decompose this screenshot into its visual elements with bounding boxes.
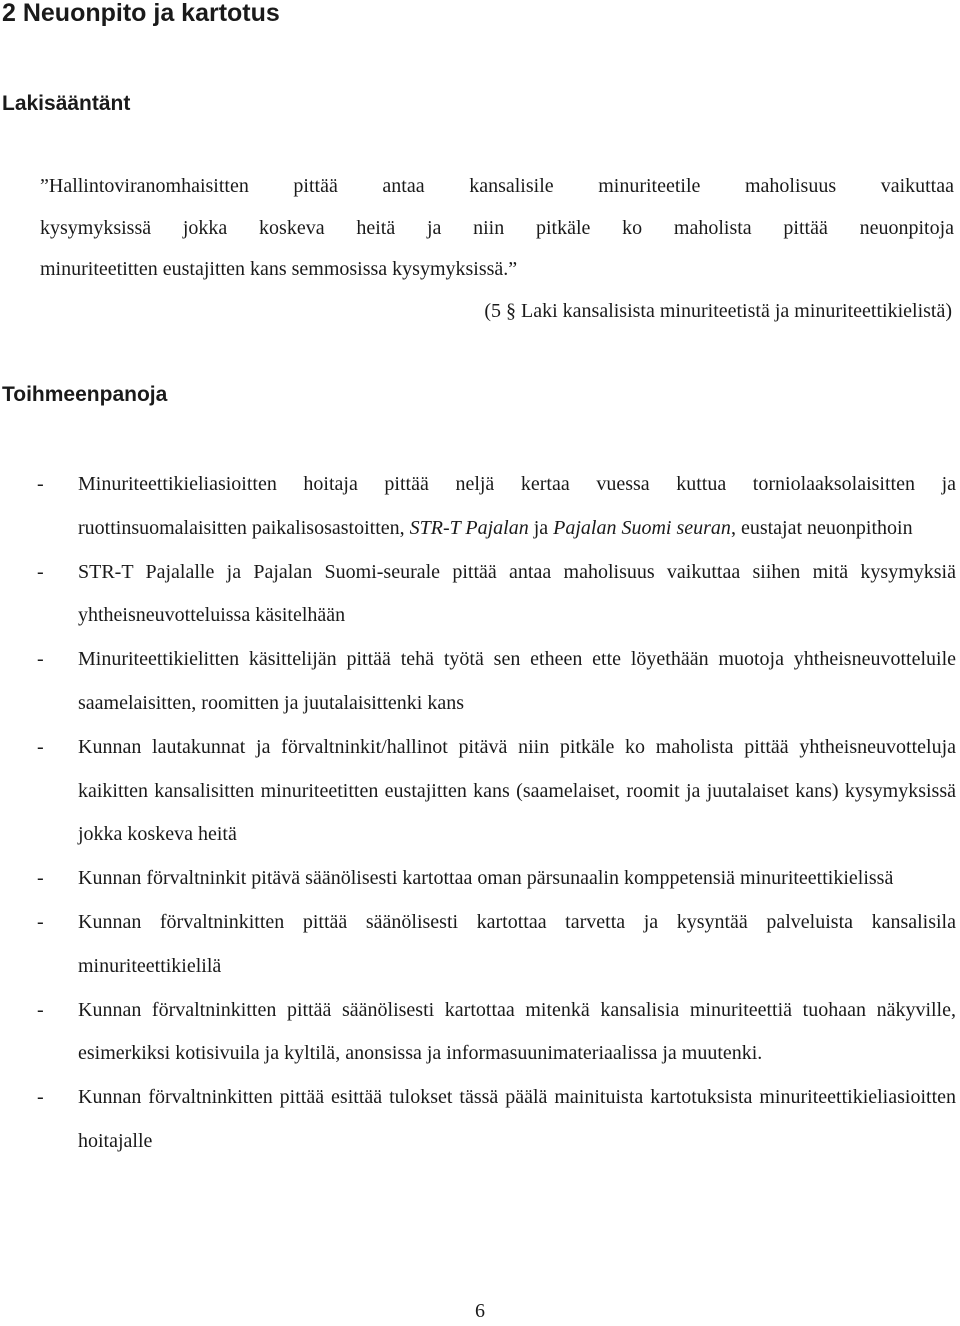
law-quote (40, 166, 954, 291)
list-item-text: Minuriteettikielitten käsittelijän pittää tehä työtä sen etheen ette löyethään muotoja yhtheisneuvotteluile saamelaisitten, roomitten ja juutalaisittenki kans (78, 648, 956, 714)
list-item (0, 989, 956, 1077)
bullet-list (0, 463, 956, 1164)
list-item-text: STR-T Pajalalle ja Pajalan Suomi-seurale pittää antaa maholisuus vaikuttaa siihen mitä kysymyksiä yhtheisneuvotteluissa käsitelhään (78, 560, 956, 627)
quote-line: ”Hallintoviranomhaisitten pittää antaa kansalisile minuriteetile maholisuus vaikuttaa (40, 175, 954, 197)
subheading-lakisaantanto: Lakisääntänt (2, 92, 131, 115)
list-item (0, 551, 956, 639)
bullet-dash: - (37, 867, 44, 890)
subheading-toihmeenpanoja: Toihmeenpanoja (2, 383, 168, 406)
list-item-text: Kunnan lautakunnat ja förvaltninkit/hallinot pitävä niin pitkäle ko maholista pittää yhtheisneuvotteluja kaikitten kansalisitten minuriteetitten eustajitten kans (saamelaiset, roomit ja juutalaiset kans) kysymyksissä jokka koskeva heitä (78, 735, 956, 846)
section-heading: 2 Neuonpito ja kartotus (2, 0, 280, 27)
emphasis-pajalan-suomi-seuran: Pajalan Suomi seuran (553, 516, 731, 539)
list-item-text: Kunnan förvaltninkit pitävä säänölisesti kartottaa oman pärsunaalin komppetensiä minuriteettikielissä (78, 867, 894, 890)
bullet-dash: - (37, 910, 44, 933)
list-item-text: Kunnan förvaltninkitten pittää esittää tulokset tässä päälä mainituista kartotuksista minuriteettikieliasioitten hoitajalle (78, 1086, 956, 1152)
list-item-text (78, 463, 956, 551)
bullet-dash: - (37, 998, 44, 1021)
list-item (0, 463, 956, 551)
bullet-dash: - (37, 473, 44, 495)
bullet-dash: - (37, 735, 44, 758)
text-segment: Minuriteettikieliasioitten hoitaja pittää neljä kertaa vuessa kuttua torniolaaksolaisitten ja ruottinsuomalaisitten paikalisosastoitten, (78, 473, 956, 539)
list-item (0, 1076, 956, 1164)
quote-line: minuriteetitten eustajitten kans semmosissa kysymyksissä.” (40, 258, 518, 280)
bullet-dash: - (37, 560, 44, 583)
page-number: 6 (475, 1300, 485, 1322)
list-item (0, 857, 956, 901)
bullet-dash: - (37, 648, 44, 671)
list-item (0, 726, 956, 857)
list-item (0, 638, 956, 726)
text-segment: ja (528, 516, 554, 539)
bullet-dash: - (37, 1086, 44, 1109)
quote-line: kysymyksissä jokka koskeva heitä ja niin pitkäle ko maholista pittää neuonpitoja (40, 216, 954, 239)
text-segment: , eustajat neuonpithoin (730, 516, 913, 539)
emphasis-str-t-pajalan: STR-T Pajalan (409, 516, 529, 539)
law-source-citation: (5 § Laki kansalisista minuriteetistä ja minuriteettikielistä) (484, 300, 952, 322)
list-item-text: Kunnan förvaltninkitten pittää säänölisesti kartottaa tarvetta ja kysyntää palveluista kansalisila minuriteettikielilä (78, 910, 956, 977)
list-item (0, 901, 956, 989)
list-item-text: Kunnan förvaltninkitten pittää säänölisesti kartottaa mitenkä kansalisia minuriteettiä tuohaan näkyville, esimerkiksi kotisivuila ja kyltilä, anonsissa ja informasuunimateriaalissa ja muutenki. (78, 998, 956, 1065)
